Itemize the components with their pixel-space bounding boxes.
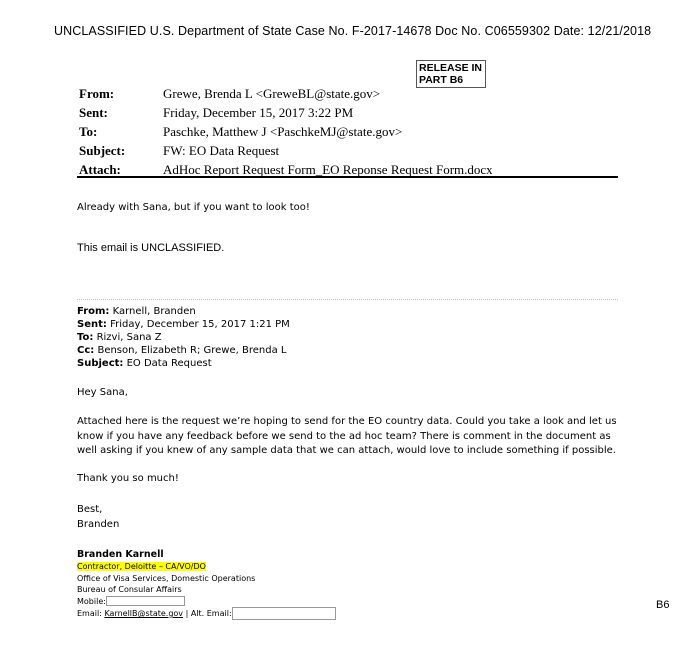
signature-alt-email-label: | Alt. Email: [185,609,232,618]
header-to-value: Paschke, Matthew J <PaschkeMJ@state.gov> [163,124,403,139]
header-subject-value: FW: EO Data Request [163,143,280,158]
fwd-sent-label: Sent: [77,319,107,330]
exemption-code: B6 [656,599,670,611]
fwd-to-row [77,331,290,344]
message-greeting: Hey Sana, [77,387,128,398]
signature-name: Branden Karnell [77,549,164,560]
mobile-redaction-box [106,596,185,606]
signature-office: Office of Visa Services, Domestic Operations [77,573,256,583]
email-header [79,84,493,179]
fwd-sent-row [77,318,290,331]
header-sent-row [79,103,493,122]
message-thanks: Thank you so much! [77,473,179,484]
header-subject-row [79,141,493,160]
header-from-value: Grewe, Brenda L <GreweBL@state.gov> [163,86,381,101]
header-sent-value: Friday, December 15, 2017 3:22 PM [163,105,354,120]
message-paragraph: Attached here is the request we’re hoping to send for the EO country data. Could you take a look and let us know if you have any feedback before we send to the ad hoc team? There is comment in the document as well asking if you knew of any sample data that we can attach, would love to include something if possible. [77,416,617,456]
closing-name: Branden [77,518,120,530]
signature-bureau: Bureau of Consular Affairs [77,585,182,594]
header-from-label: From: [79,86,115,101]
body-line-2: This email is UNCLASSIFIED. [77,242,225,254]
fwd-cc-label: Cc: [77,345,95,356]
release-stamp-line-1: RELEASE IN [419,62,483,74]
signature-email-link[interactable]: KarnellB@state.gov [104,609,184,618]
header-divider [77,176,618,178]
fwd-subject-label: Subject: [77,358,124,369]
header-attach-value: AdHoc Report Request Form_EO Reponse Request Form.docx [163,162,493,177]
alt-email-redaction-box [232,607,336,620]
header-attach-label: Attach: [79,162,121,177]
signature-email-row [77,607,336,620]
header-from-row [79,84,493,103]
fwd-from-label: From: [77,306,110,317]
fwd-from-value: Karnell, Branden [112,306,196,317]
message-closing [77,503,622,532]
signature-mobile-row [77,596,336,608]
fwd-cc-row [77,344,290,357]
header-to-row [79,122,493,141]
fwd-subject-row [77,357,290,370]
closing-line: Best, [77,504,103,515]
fwd-from-row [77,305,290,318]
fwd-subject-value: EO Data Request [126,358,212,369]
signature-title: Contractor, Deloitte – CA/VO/DO [77,562,206,571]
header-sent-label: Sent: [79,105,108,120]
header-subject-label: Subject: [79,143,126,158]
fwd-to-value: Rizvi, Sana Z [96,332,162,343]
release-stamp-line-2: PART B6 [419,74,464,86]
signature-mobile-label: Mobile: [77,596,106,606]
signature-block [77,549,336,620]
body-line-1: Already with Sana, but if you want to look too! [77,202,310,213]
fwd-cc-value: Benson, Elizabeth R; Grewe, Brenda L [97,345,287,356]
forwarded-header [77,305,290,370]
header-to-label: To: [79,124,98,139]
signature-title-row [77,561,336,573]
signature-email-label: Email: [77,609,102,618]
fwd-sent-value: Friday, December 15, 2017 1:21 PM [110,319,290,330]
fwd-to-label: To: [77,332,94,343]
classification-banner: UNCLASSIFIED U.S. Department of State Case No. F-2017-14678 Doc No. C06559302 Date: 12/21/2018 [54,24,652,38]
forward-divider [77,299,618,300]
